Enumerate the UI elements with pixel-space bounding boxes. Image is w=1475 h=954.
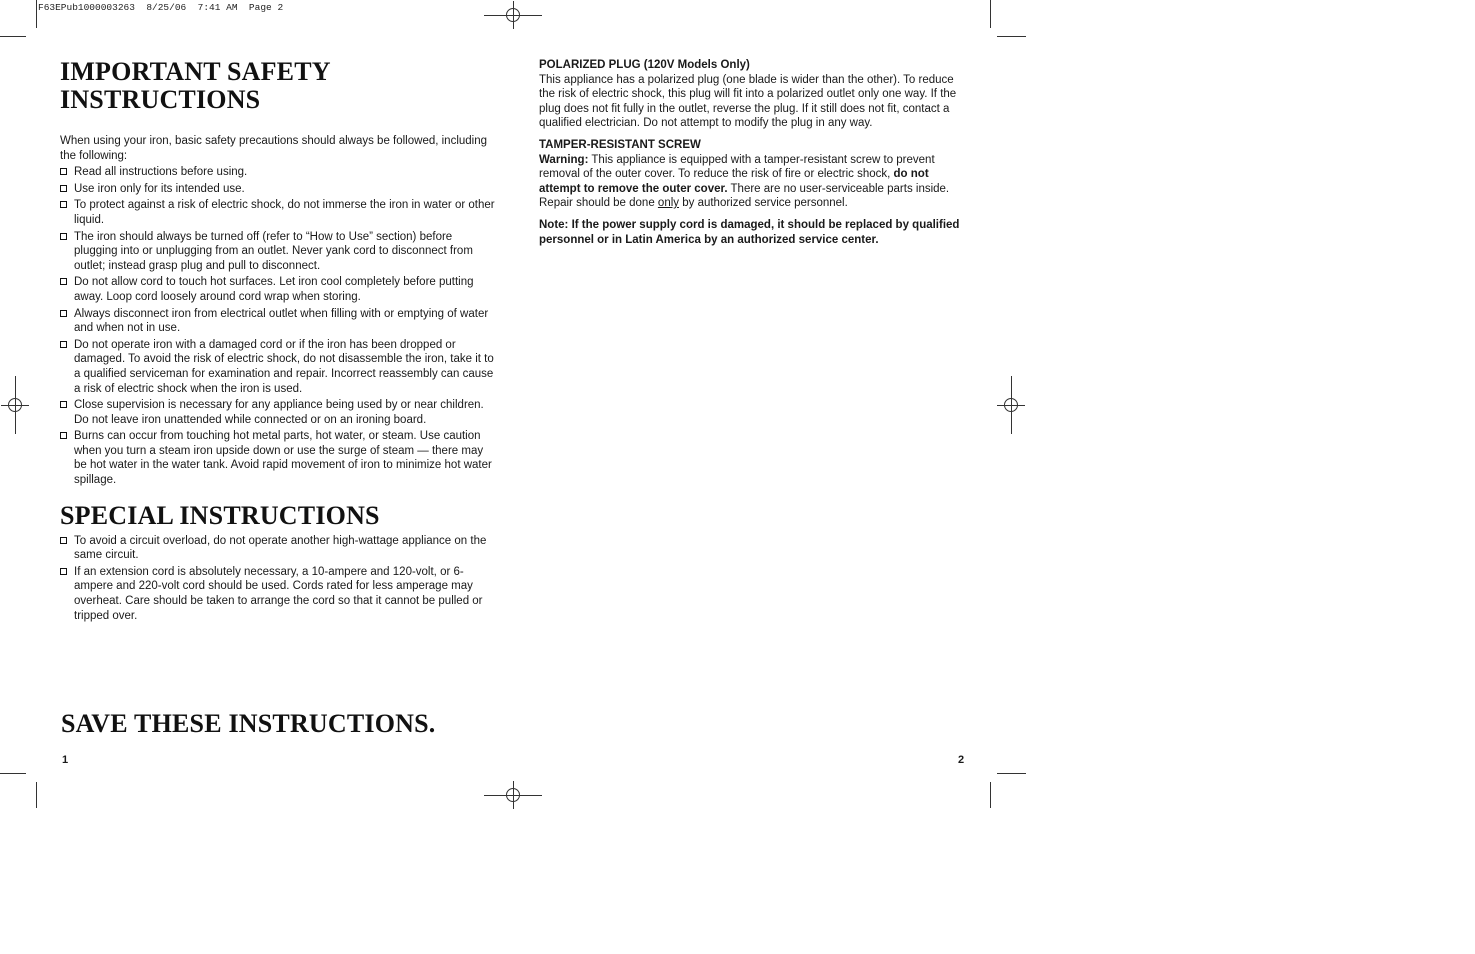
crop-mark <box>0 773 26 774</box>
list-item: Always disconnect iron from electrical outlet when filling with or emptying of water and when not in use. <box>60 307 496 336</box>
print-slug: F63EPub1000003263 8/25/06 7:41 AM Page 2 <box>38 2 284 13</box>
save-heading: SAVE THESE INSTRUCTIONS. <box>61 709 436 738</box>
checkbox-icon <box>60 168 67 175</box>
crop-mark <box>997 773 1026 774</box>
checkbox-icon <box>60 537 67 544</box>
intro-text: When using your iron, basic safety precautions should always be followed, including the following: <box>60 135 488 162</box>
list-item: To protect against a risk of electric shock, do not immerse the iron in water or other liquid. <box>60 198 496 227</box>
crop-mark <box>36 782 37 808</box>
list-item: The iron should always be turned off (refer to “How to Use” section) before plugging into or unplugging from an outlet. Never yank cord to disconnect from outlet; instead grasp plug and pull to disconnect. <box>60 230 496 274</box>
crop-mark <box>990 782 991 808</box>
right-page-content <box>539 58 969 254</box>
checkbox-icon <box>60 568 67 575</box>
list-item: Burns can occur from touching hot metal parts, hot water, or steam. Use caution when you turn a steam iron upside down or use the surge of steam — there may be hot water in the water tank. Avoid rapid movement of iron to minimize hot water spillage. <box>60 429 496 487</box>
list-item: If an extension cord is absolutely necessary, a 10-ampere and 120-volt, or 6-ampere and 220-volt cord should be used. Cords rated for less amperage may overheat. Care should be taken to arrange the cord so that it cannot be pulled or tripped over. <box>60 565 496 623</box>
crop-mark <box>997 36 1026 37</box>
plug-text: This appliance has a polarized plug (one blade is wider than the other). To reduce the risk of electric shock, this plug will fit into a polarized outlet only one way. If the plug does not fit fully in the outlet, reverse the plug. If it still does not fit, contact a qualified electrician. Do not attempt to modify the plug in any way. <box>539 73 957 130</box>
list-item: To avoid a circuit overload, do not operate another high-wattage appliance on the same circuit. <box>60 534 496 563</box>
checkbox-icon <box>60 432 67 439</box>
special-list <box>60 534 496 624</box>
list-item: Do not allow cord to touch hot surfaces. Let iron cool completely before putting away. Loop cord loosely around cord wrap when storing. <box>60 275 496 304</box>
list-item: Close supervision is necessary for any appliance being used by or near children. Do not leave iron unattended while connected or on an ironing board. <box>60 398 496 427</box>
plug-title: POLARIZED PLUG (120V Models Only) <box>539 59 750 71</box>
list-item: Read all instructions before using. <box>60 165 496 180</box>
screw-text: Warning: This appliance is equipped with a tamper-resistant screw to prevent removal of the outer cover. To reduce the risk of fire or electric shock, do not attempt to remove the outer cover. There are no user-serviceable parts inside. Repair should be done only by authorized service personnel. <box>539 153 950 210</box>
left-page-content <box>60 58 496 625</box>
safety-heading: IMPORTANT SAFETY INSTRUCTIONS <box>60 57 331 114</box>
page-number-left: 1 <box>62 754 69 766</box>
crop-mark <box>990 0 991 28</box>
page-number-right: 2 <box>958 754 965 766</box>
safety-list <box>60 165 496 487</box>
crop-mark <box>0 36 26 37</box>
checkbox-icon <box>60 185 67 192</box>
list-item: Do not operate iron with a damaged cord or if the iron has been dropped or damaged. To avoid the risk of electric shock, do not disassemble the iron, take it to a qualified serviceman for examination and repair. Incorrect reassembly can cause a risk of electric shock when the iron is used. <box>60 338 496 396</box>
checkbox-icon <box>60 310 67 317</box>
checkbox-icon <box>60 278 67 285</box>
checkbox-icon <box>60 233 67 240</box>
checkbox-icon <box>60 401 67 408</box>
crop-mark <box>36 0 37 28</box>
special-heading: SPECIAL INSTRUCTIONS <box>60 500 380 530</box>
cord-note: Note: If the power supply cord is damaged, it should be replaced by qualified personnel or in Latin America by an authorized service center. <box>539 218 960 246</box>
checkbox-icon <box>60 341 67 348</box>
screw-title: TAMPER-RESISTANT SCREW <box>539 138 701 151</box>
checkbox-icon <box>60 201 67 208</box>
list-item: Use iron only for its intended use. <box>60 182 496 197</box>
